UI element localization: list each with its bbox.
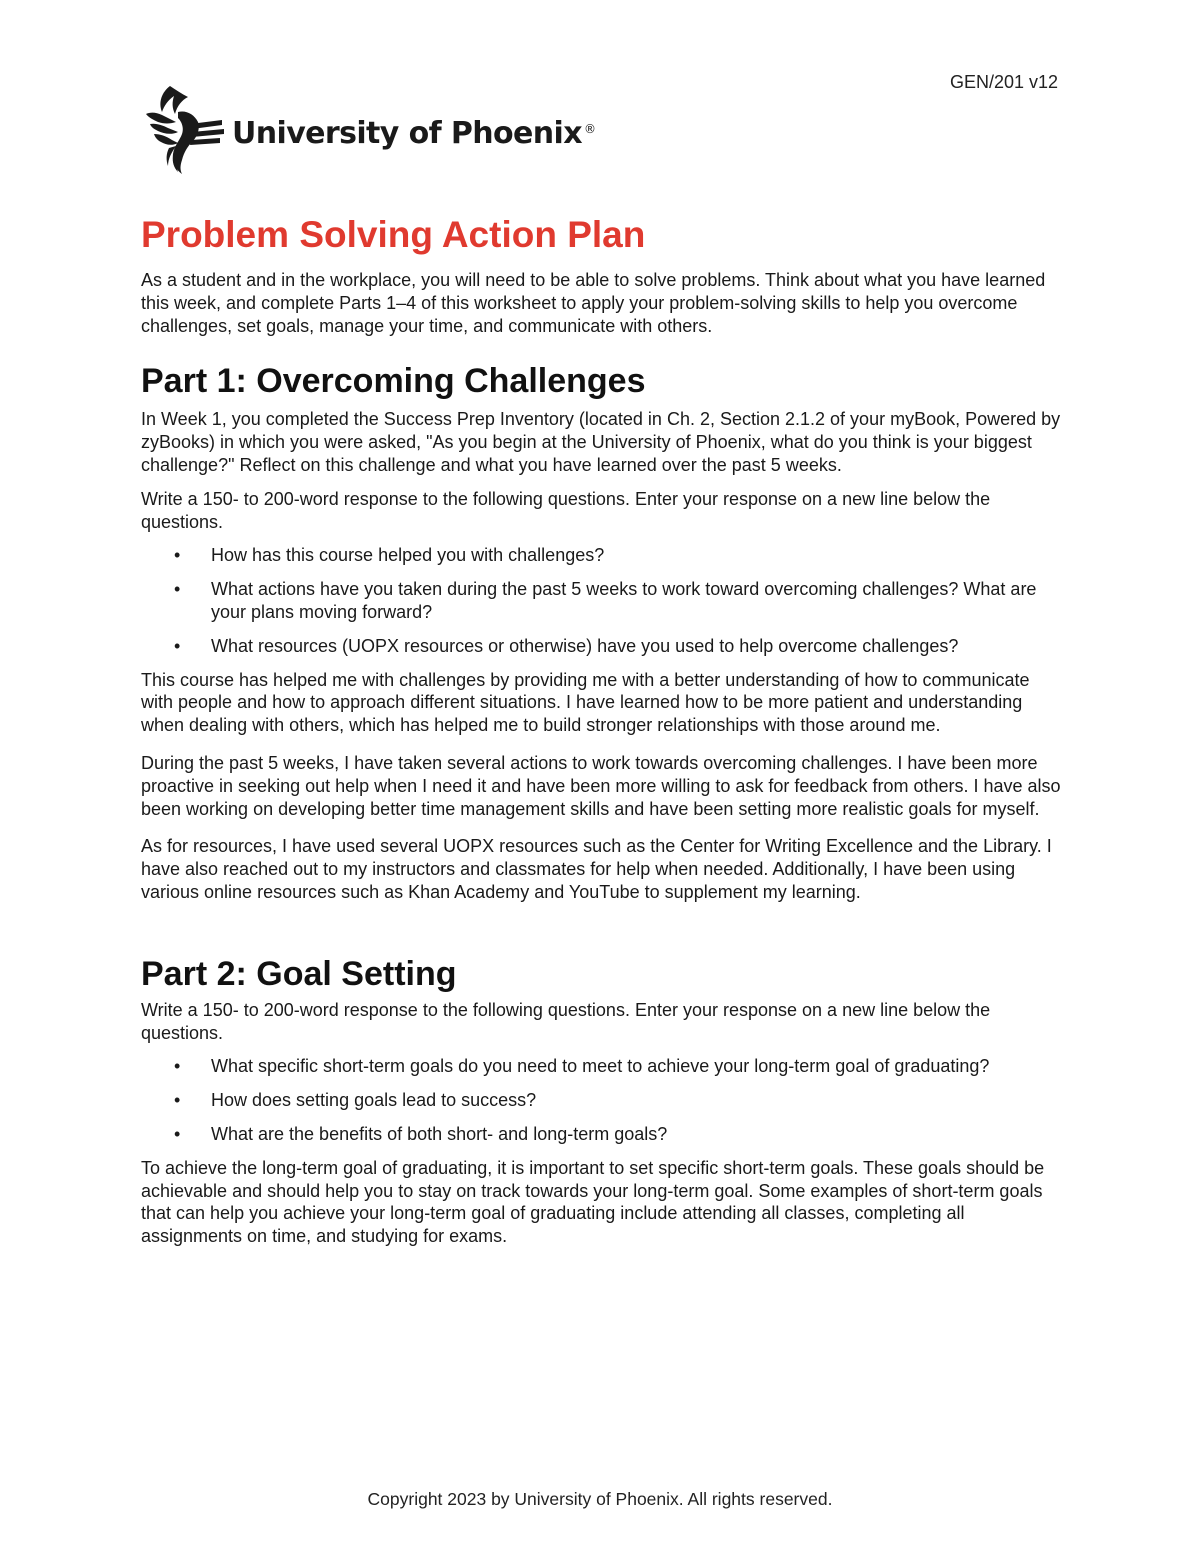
registered-mark: ® bbox=[583, 121, 596, 136]
list-item: • What specific short-term goals do you need to meet to achieve your long-term goal of graduating? bbox=[174, 1056, 990, 1077]
bullet-icon: • bbox=[174, 1123, 181, 1144]
list-item: • How does setting goals lead to success? bbox=[174, 1090, 537, 1111]
document-version: GEN/201 v12 bbox=[949, 72, 1058, 92]
intro-paragraph: As a student and in the workplace, you will need to be able to solve problems. Think about what you have learned this week, and complete Parts 1–4 of this worksheet to apply your problem-solving skills to help you overcome challenges, set goals, manage your time, and communicate with others. bbox=[141, 270, 1046, 336]
list-item: • What actions have you taken during the past 5 weeks to work toward overcoming challenges? What are your plans moving forward? bbox=[174, 579, 1037, 622]
document-body bbox=[141, 212, 1061, 1248]
university-name: University of Phoenix ® bbox=[232, 115, 596, 151]
part2-question-list bbox=[141, 1055, 1061, 1145]
part1-context: In Week 1, you completed the Success Prep Inventory (located in Ch. 2, Section 2.1.2 of your myBook, Powered by zyBooks) in which you were asked, "As you begin at the University of Phoenix, what do you think is your biggest challenge?" Reflect on this challenge and what you have learned over the past 5 weeks. bbox=[141, 409, 1061, 475]
part1-instructions: Write a 150- to 200-word response to the following questions. Enter your response on a new line below the questions. bbox=[141, 488, 991, 532]
part1-heading: Part 1: Overcoming Challenges bbox=[141, 362, 646, 401]
bullet-icon: • bbox=[174, 635, 181, 656]
part2-instructions: Write a 150- to 200-word response to the following questions. Enter your response on a new line below the questions. bbox=[141, 999, 991, 1043]
list-item: • How has this course helped you with challenges? bbox=[174, 545, 605, 566]
list-item: • What are the benefits of both short- and long-term goals? bbox=[174, 1123, 668, 1144]
part1-response-1: This course has helped me with challenges by providing me with a better understanding of how to communicate with people and how to approach different situations. I have learned how to be more patient and understanding when dealing with others, which has helped me to build stronger relationships with those around me. bbox=[141, 669, 1030, 736]
bullet-icon: • bbox=[174, 1090, 181, 1111]
part1-response-3: As for resources, I have used several UOPX resources such as the Center for Writing Excellence and the Library. I have also reached out to my instructors and classmates for help when needed. Additionally, I have been using various online resources such as Khan Academy and YouTube to supplement my learning. bbox=[141, 836, 1052, 902]
phoenix-bird-icon bbox=[142, 84, 226, 176]
bullet-icon: • bbox=[174, 1056, 181, 1077]
bullet-icon: • bbox=[174, 579, 181, 600]
list-item: • What resources (UOPX resources or otherwise) have you used to help overcome challenges? bbox=[174, 635, 959, 656]
part2-response-1: To achieve the long-term goal of graduating, it is important to set specific short-term goals. These goals should be achievable and should help you to stay on track towards your long-term goal. Some examples of short-term goals that can help you achieve your long-term goal of graduating include attending all classes, completing all assignments on time, and studying for exams. bbox=[141, 1157, 1045, 1247]
part1-response-2: During the past 5 weeks, I have taken several actions to work towards overcoming challenges. I have been more proactive in seeking out help when I need it and have been more willing to ask for feedback from others. I have also been working on developing better time management skills and have been setting more realistic goals for myself. bbox=[141, 752, 1061, 819]
part2-heading: Part 2: Goal Setting bbox=[141, 954, 457, 993]
university-logo bbox=[142, 84, 595, 176]
copyright-footer: Copyright 2023 by University of Phoenix. All rights reserved. bbox=[367, 1489, 833, 1509]
part1-question-list bbox=[141, 544, 1061, 657]
page-title: Problem Solving Action Plan bbox=[141, 214, 646, 255]
bullet-icon: • bbox=[174, 545, 181, 566]
